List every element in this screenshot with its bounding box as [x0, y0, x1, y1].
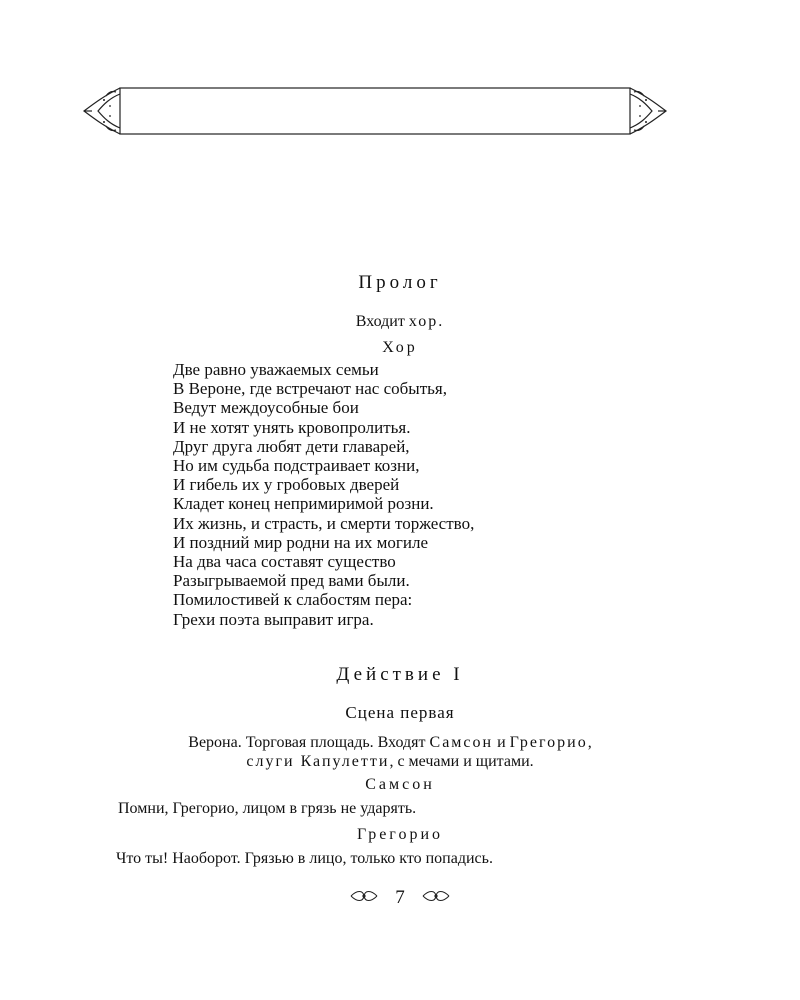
gregorio-line: Что ты! Наоборот. Грязью в лицо, только кто попадись. — [116, 850, 493, 867]
floral-ornament-icon — [349, 887, 379, 909]
verse-line: И не хотят унять кровопролитья. — [173, 417, 411, 437]
page-footer — [0, 886, 800, 909]
direction-text: , с мечами и щитами. — [389, 753, 534, 770]
prologue-entrance — [0, 313, 800, 331]
floral-ornament-icon — [421, 887, 451, 909]
character-name: Грегорио — [509, 734, 588, 751]
entrance-text: Входит — [355, 313, 409, 330]
prologue-title: Пролог — [358, 272, 442, 293]
page-number: 7 — [395, 886, 405, 908]
verse-line: На два часа составят существо — [173, 552, 396, 572]
verse-line: Друг друга любят дети главарей, — [173, 436, 410, 456]
act-title: Действие I — [336, 664, 464, 685]
scene-direction-line-2 — [0, 752, 780, 771]
verse-line: Ведут междоусобные бои — [173, 398, 359, 418]
entrance-who: хор. — [408, 313, 445, 330]
direction-text: и — [493, 734, 510, 751]
verse-line: И гибель их у гробовых дверей — [173, 475, 400, 495]
character-name: Самсон — [429, 734, 494, 751]
ornamental-frame-icon — [80, 84, 670, 138]
ornamental-header-frame — [80, 84, 670, 138]
chorus-verse — [173, 360, 474, 629]
scene-direction — [0, 733, 780, 771]
verse-line: Помилостивей к слабостям пера: — [173, 590, 413, 610]
verse-line: Но им судьба подстраивает козни, — [173, 456, 420, 476]
verse-line: Грехи поэта выправит игра. — [173, 609, 374, 629]
direction-text: Верона. Торговая площадь. Входят — [188, 734, 430, 751]
verse-line: Кладет конец непримиримой розни. — [173, 494, 434, 514]
scene-direction-line-1 — [0, 733, 780, 752]
speaker-samson: Самсон — [365, 776, 435, 793]
scene-title: Сцена первая — [345, 703, 455, 722]
verse-line: И поздний мир родни на их могиле — [173, 532, 429, 552]
character-group: слуги Капулетти — [246, 753, 390, 770]
verse-line: Две равно уважаемых семьи — [173, 360, 379, 379]
speaker-gregorio: Грегорио — [356, 826, 444, 843]
chorus-speaker: Хор — [382, 339, 418, 356]
verse-line: В Вероне, где встречают нас событья, — [173, 379, 447, 399]
direction-text: , — [587, 734, 592, 751]
verse-line: Их жизнь, и страсть, и смерти торжество, — [173, 513, 475, 533]
samson-line: Помни, Грегорио, лицом в грязь не ударять. — [118, 800, 417, 817]
verse-line: Разыгрываемой пред вами были. — [173, 571, 410, 591]
